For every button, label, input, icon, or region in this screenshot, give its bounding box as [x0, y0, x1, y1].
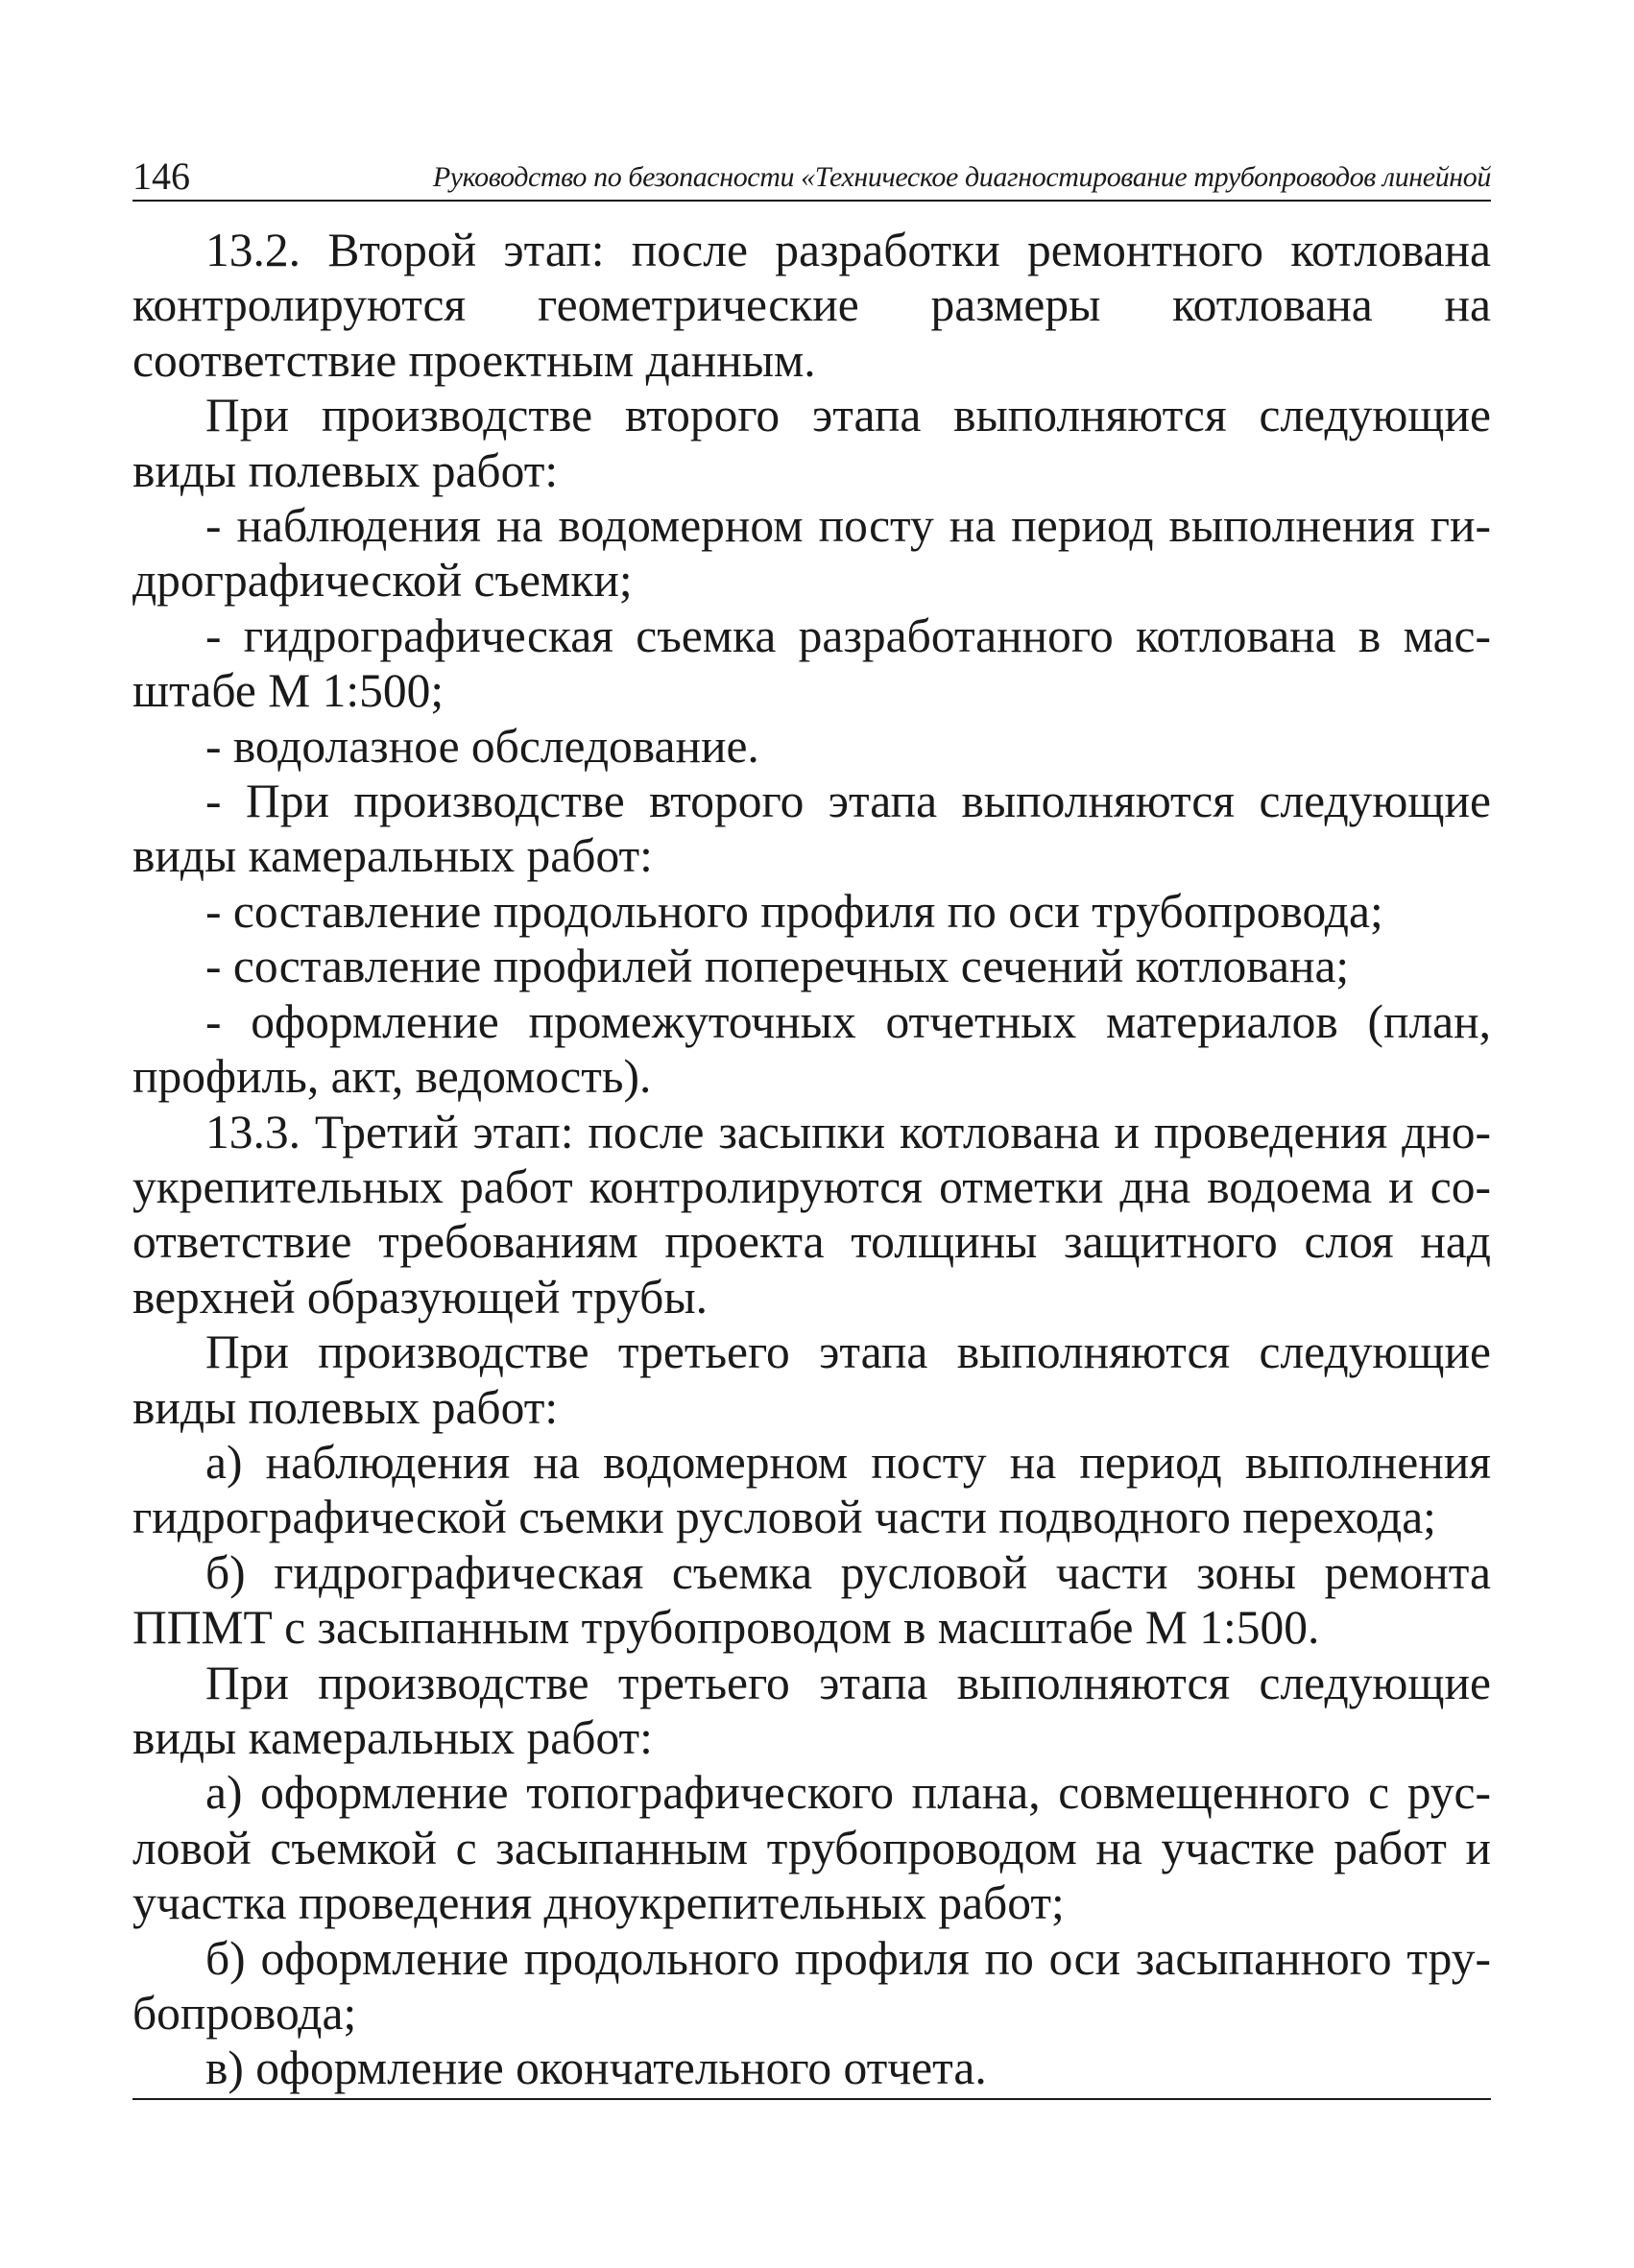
running-title: Руководство по безопасности «Техническое диагностирование трубопроводов линейной — [432, 161, 1491, 193]
list-item: - составление профилей поперечных сечений котлована; — [205, 940, 1350, 993]
paragraph-second-stage-field-works: При производстве второго этапа выполняются следующие виды полевых работ: — [132, 389, 1491, 497]
running-header — [132, 142, 1491, 202]
list-item: - водолазное обследование. — [205, 719, 759, 773]
page-number: 146 — [132, 155, 190, 198]
list-item: б) оформление продольного профиля по оси засыпанного трубопровода; — [132, 1931, 1491, 2040]
list-item: а) оформление топографического плана, совмещенного с русловой съемкой с засыпанным трубопроводом на участке работ и участка проведения дноукрепительных работ; — [132, 1766, 1491, 1930]
paragraph-third-stage-office-works: При производстве третьего этапа выполняются следующие виды камеральных работ: — [132, 1656, 1491, 1764]
list-item: - гидрографическая съемка разработанного котлована в масштабе М 1:500; — [132, 609, 1491, 718]
list-item: а) наблюдения на водомерном посту на период выполнения гидрографической съемки русловой части подводного перехода; — [132, 1435, 1491, 1544]
list-item: в) оформление окончательного отчета. — [205, 2041, 987, 2095]
bottom-divider — [132, 2098, 1491, 2100]
body-text — [132, 223, 1491, 2096]
paragraph-13-2: 13.2. Второй этап: после разработки ремонтного котлована контролируются геометрические размеры котлована на соответствие проектным данным. — [132, 224, 1491, 387]
list-item: - наблюдения на водомерном посту на период выполнения гидрографической съемки; — [132, 499, 1491, 608]
list-item: - оформление промежуточных отчетных материалов (план, профиль, акт, ведомость). — [132, 994, 1491, 1104]
list-item: - составление продольного профиля по оси трубопровода; — [205, 884, 1383, 938]
paragraph-second-stage-office-works: - При производстве второго этапа выполняются следующие виды камеральных работ: — [132, 775, 1491, 883]
paragraph-third-stage-field-works: При производстве третьего этапа выполняются следующие виды полевых работ: — [132, 1325, 1491, 1434]
paragraph-13-3: 13.3. Третий этап: после засыпки котлована и проведения дноукрепительных работ контролируются отметки дна водоема и соответствие требованиям проекта толщины защитного слоя над верхней образующей трубы. — [132, 1105, 1491, 1324]
list-item: б) гидрографическая съемка русловой части зоны ремонта ППМТ с засыпанным трубопроводом в масштабе М 1:500. — [132, 1545, 1491, 1655]
